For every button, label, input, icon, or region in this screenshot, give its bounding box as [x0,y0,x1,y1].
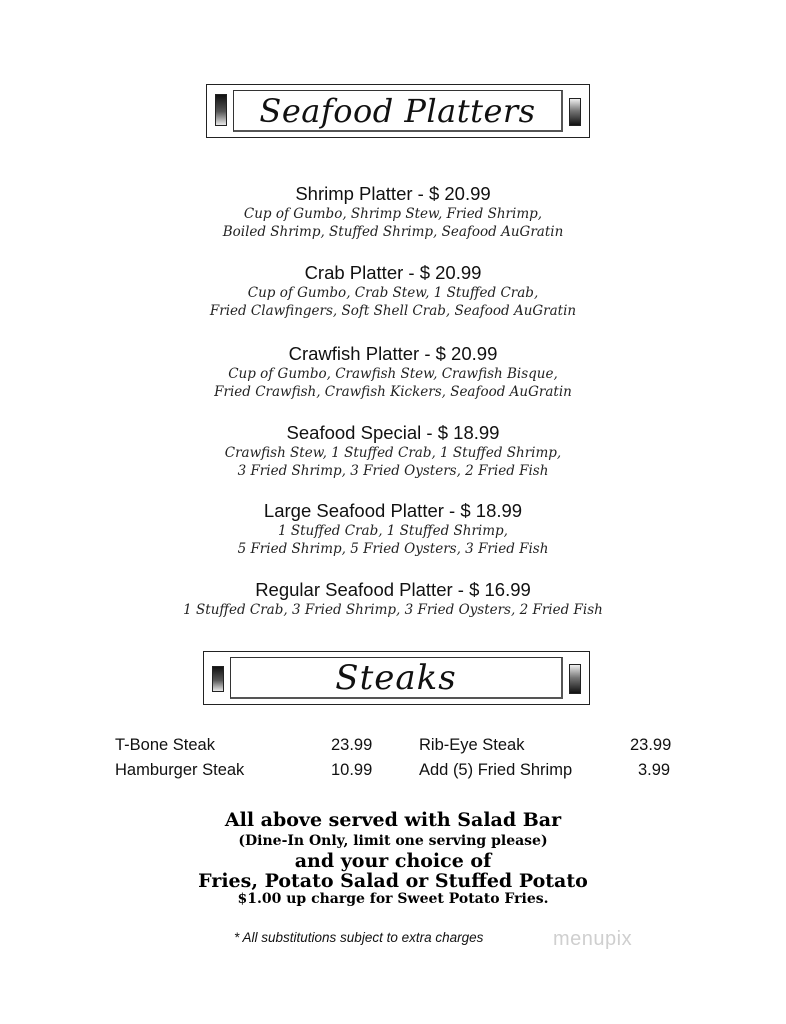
menupix-watermark: menupix [553,928,633,950]
menu-item-regular-seafood-platter [0,579,786,619]
dine-in-note: (Dine-In Only, limit one serving please) [238,833,548,849]
banner-left-bar [215,94,227,126]
upcharge-note: $1.00 up charge for Sweet Potato Fries. [237,891,549,907]
choice-note: and your choice of [294,850,492,872]
substitutions-footnote: * All substitutions subject to extra charges [234,930,484,945]
menu-item-name: Seafood Special - $ 18.99 [286,422,500,443]
steak-item-price: 3.99 [638,761,671,779]
banner-right-bar [569,98,581,126]
salad-bar-note: All above served with Salad Bar [224,809,562,831]
menu-item-description: 3 Fried Shrimp, 3 Fried Oysters, 2 Fried Fish [237,463,549,479]
menu-item-description: 5 Fried Shrimp, 5 Fried Oysters, 3 Fried Fish [237,541,549,557]
steak-item-name: Rib-Eye Steak [419,736,525,754]
menu-item-name: Large Seafood Platter - $ 18.99 [263,500,523,521]
steak-item-price: 23.99 [331,736,373,754]
menu-item-large-seafood-platter [0,500,786,558]
menu-item-name: Shrimp Platter - $ 20.99 [295,183,491,204]
menu-item-description: 1 Stuffed Crab, 3 Fried Shrimp, 3 Fried Oysters, 2 Fried Fish [183,602,603,618]
seafood-platters-banner [206,84,590,138]
steak-item-name: Add (5) Fried Shrimp [419,761,573,779]
menu-item-description: Cup of Gumbo, Shrimp Stew, Fried Shrimp, [243,206,543,222]
banner-left-bar [212,666,224,692]
steak-item-price: 23.99 [630,736,672,754]
seafood-platters-title: Seafood Platters [233,90,563,132]
menu-item-description: Fried Crawfish, Crawfish Kickers, Seafood AuGratin [214,384,572,400]
menu-item-description: Boiled Shrimp, Stuffed Shrimp, Seafood AuGratin [222,224,564,240]
menu-item-name: Regular Seafood Platter - $ 16.99 [255,579,531,600]
menu-item-description: Fried Clawfingers, Soft Shell Crab, Seafood AuGratin [209,303,577,319]
menu-item-crawfish-platter [0,343,786,401]
steak-item-name: T-Bone Steak [115,736,215,754]
sides-note: Fries, Potato Salad or Stuffed Potato [198,870,588,892]
menu-item-name: Crab Platter - $ 20.99 [304,262,482,283]
steak-item-price: 10.99 [331,761,373,779]
menu-item-crab-platter [0,262,786,320]
menu-item-name: Crawfish Platter - $ 20.99 [288,343,498,364]
steaks-title: Steaks [230,657,563,699]
steak-item-name: Hamburger Steak [115,761,245,779]
banner-right-bar [569,664,581,694]
menu-item-seafood-special [0,422,786,480]
menu-item-description: Cup of Gumbo, Crawfish Stew, Crawfish Bisque, [228,366,558,382]
steaks-banner [203,651,590,705]
menu-item-shrimp-platter [0,183,786,241]
menu-item-description: 1 Stuffed Crab, 1 Stuffed Shrimp, [278,523,508,539]
menu-item-description: Cup of Gumbo, Crab Stew, 1 Stuffed Crab, [247,285,539,301]
menu-item-description: Crawfish Stew, 1 Stuffed Crab, 1 Stuffed Shrimp, [224,445,562,461]
